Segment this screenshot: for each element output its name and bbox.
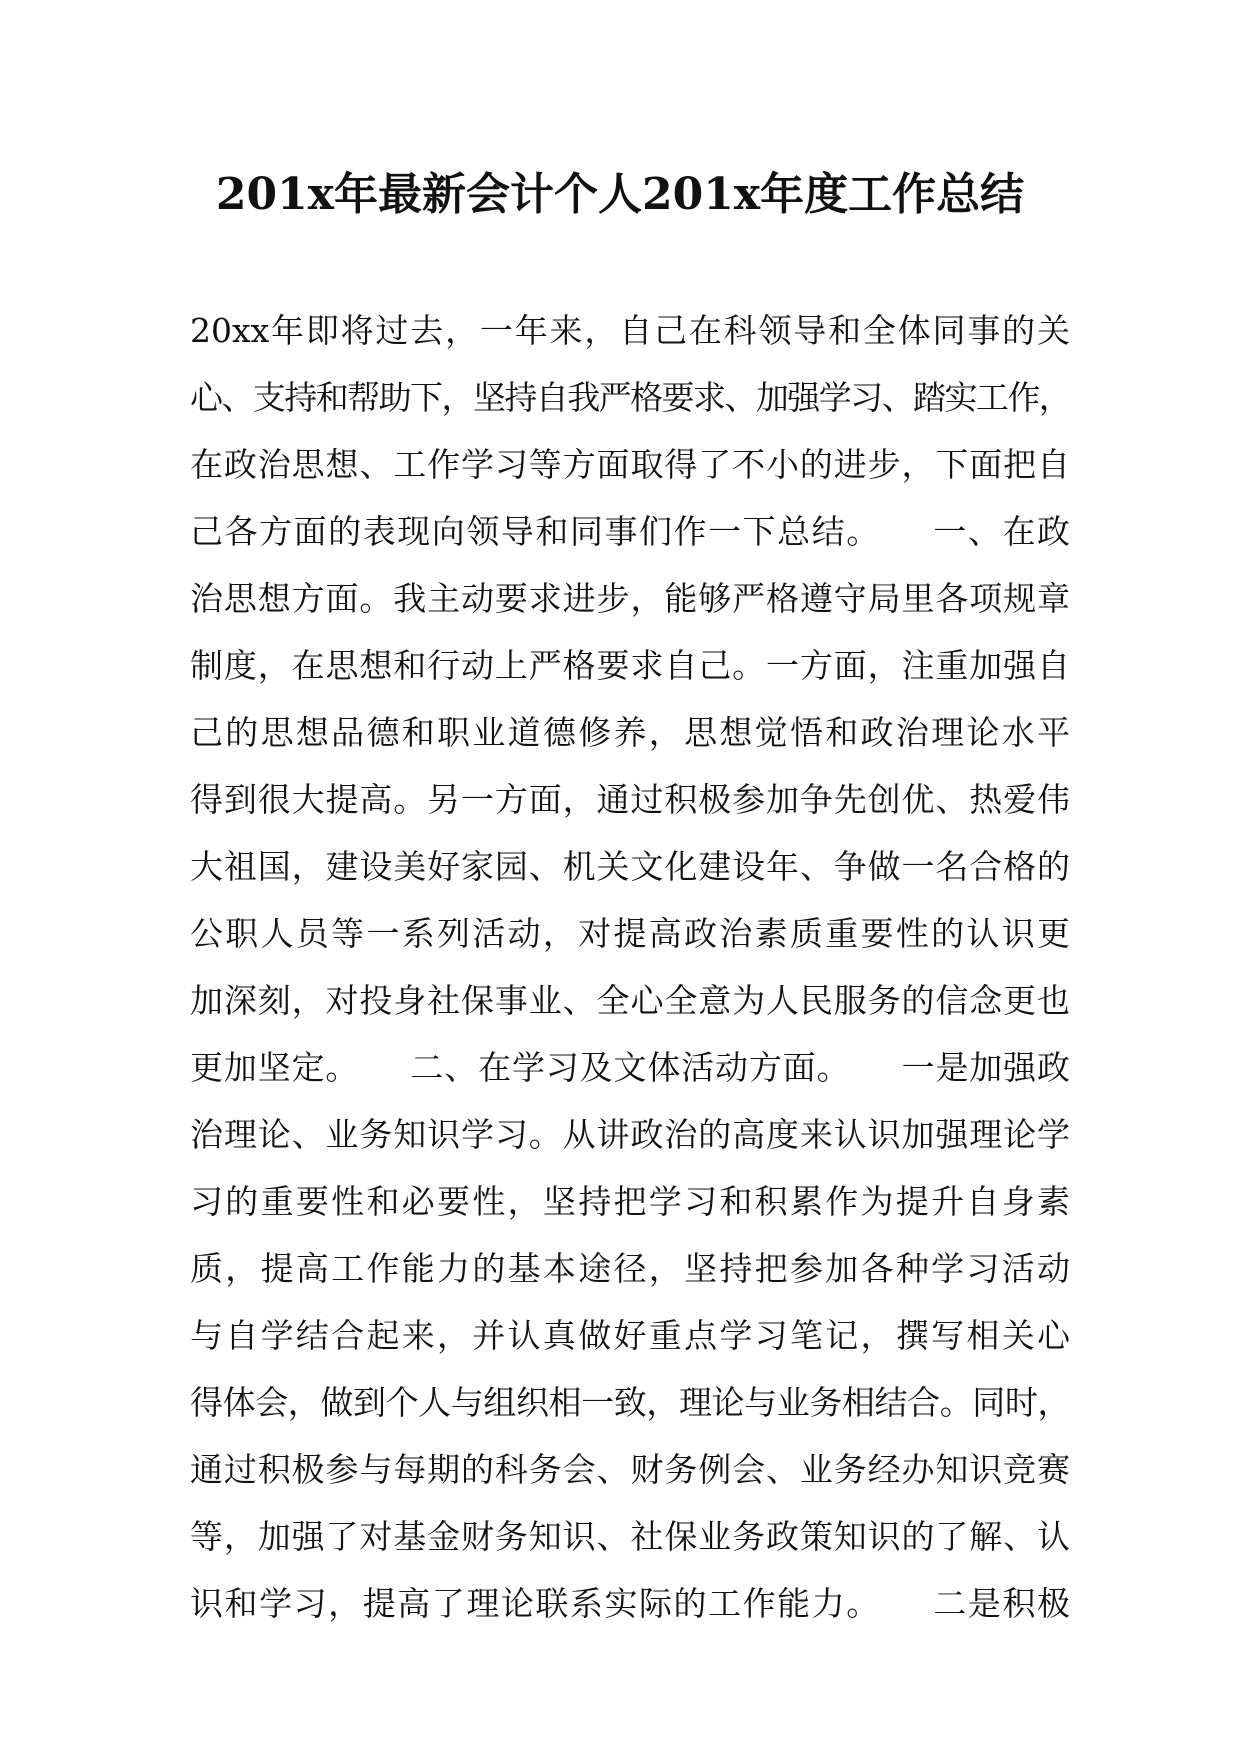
paragraph-line: 20xx年即将过去，一年来，自己在科领导和全体同事的关 [190,311,1070,350]
paragraph-line: 得到很大提高。另一方面，通过积极参加争先创优、热爱伟 [190,780,1070,819]
paragraph-line: 与自学结合起来，并认真做好重点学习笔记，撰写相关心 [190,1316,1070,1355]
paragraph-line: 在政治思想、工作学习等方面取得了不小的进步，下面把自 [190,445,1070,484]
paragraph-line: 通过积极参与每期的科务会、财务例会、业务经办知识竞赛 [190,1450,1070,1489]
paragraph-line: 质，提高工作能力的基本途径，坚持把参加各种学习活动 [190,1249,1070,1288]
paragraph-line: 得体会，做到个人与组织相一致，理论与业务相结合。同时， [190,1383,1070,1422]
paragraph-line: 己的思想品德和职业道德修养，思想觉悟和政治理论水平 [190,713,1070,752]
paragraph-line: 公职人员等一系列活动，对提高政治素质重要性的认识更 [190,914,1070,953]
paragraph-line: 识和学习，提高了理论联系实际的工作能力。 二是积极 [190,1584,1070,1623]
document-title: 201x年最新会计个人201x年度工作总结 [215,169,1025,220]
paragraph-line: 大祖国，建设美好家园、机关文化建设年、争做一名合格的 [190,847,1070,886]
paragraph-line: 等，加强了对基金财务知识、社保业务政策知识的了解、认 [190,1517,1070,1556]
paragraph-line: 制度，在思想和行动上严格要求自己。一方面，注重加强自 [190,646,1070,685]
paragraph-line: 治理论、业务知识学习。从讲政治的高度来认识加强理论学 [190,1115,1070,1154]
paragraph-line: 习的重要性和必要性，坚持把学习和积累作为提升自身素 [190,1182,1070,1221]
paragraph-line: 治思想方面。我主动要求进步，能够严格遵守局里各项规章 [190,579,1070,618]
paragraph-line: 加深刻，对投身社保事业、全心全意为人民服务的信念更也 [190,981,1070,1020]
paragraph-line: 己各方面的表现向领导和同事们作一下总结。 一、在政 [190,512,1070,551]
paragraph-line: 更加坚定。 二、在学习及文体活动方面。 一是加强政 [190,1048,1070,1087]
paragraph-line: 心、支持和帮助下，坚持自我严格要求、加强学习、踏实工作， [190,378,1070,417]
document-body [190,297,1070,1637]
